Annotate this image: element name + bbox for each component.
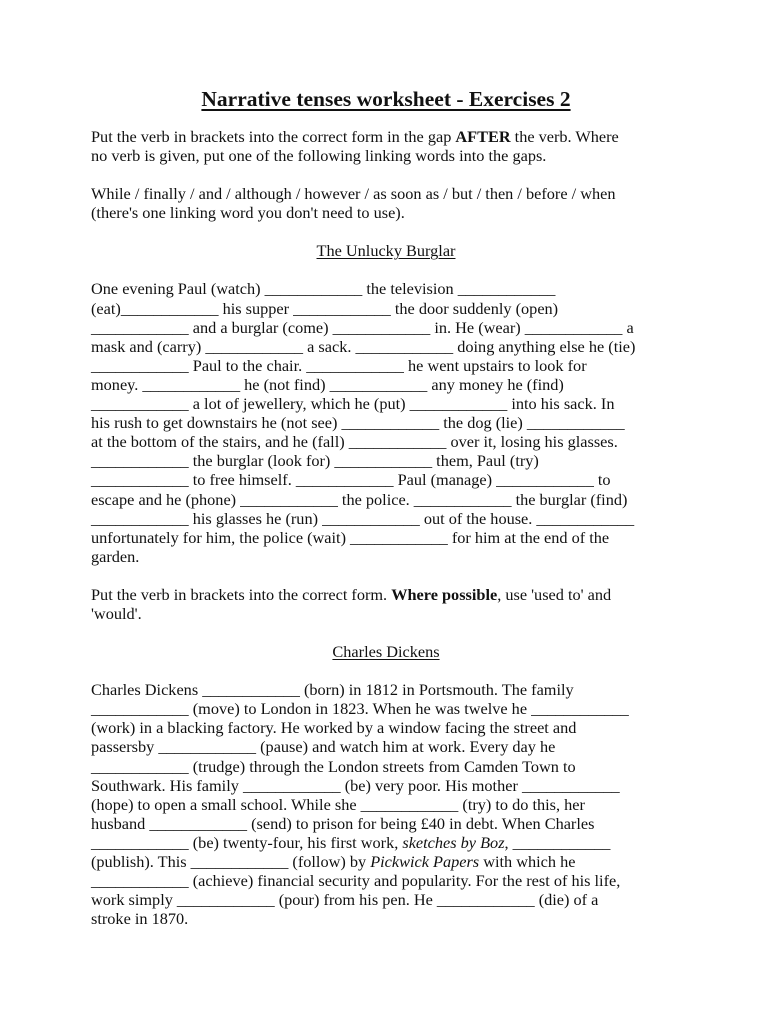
linking-words-line-1: While / finally / and / although / however / as soon as / but / then / before / when xyxy=(91,184,616,204)
instruction-line-2: no verb is given, put one of the following linking words into the gaps. xyxy=(91,146,547,166)
story-unlucky-burglar xyxy=(91,279,681,565)
story-text: with which he xyxy=(479,852,576,871)
story-line: (eat)____________ his supper ____________ the door suddenly (open) xyxy=(91,298,559,318)
instruction-text: , use 'used to' and xyxy=(497,584,612,604)
worksheet-page xyxy=(91,86,681,947)
instruction-text: the verb. Where xyxy=(510,127,619,146)
story-line: garden. xyxy=(91,546,140,566)
story-text: (publish). This ____________ (follow) by xyxy=(91,852,371,871)
story-line: (work) in a blacking factory. He worked by a window facing the street and xyxy=(91,718,577,738)
instruction-text: Put the verb in brackets into the correct form in the gap xyxy=(91,127,456,146)
story-line: escape and he (phone) ____________ the police. ____________ the burglar (find) xyxy=(91,489,628,509)
instruction-line-1 xyxy=(91,585,681,604)
story-line: his rush to get downstairs he (not see) ____________ the dog (lie) ____________ xyxy=(91,413,625,433)
book-title: Pickwick Papers xyxy=(370,852,480,871)
instructions-paragraph-2 xyxy=(91,585,681,623)
instruction-line-1 xyxy=(91,127,681,146)
story-line: Charles Dickens ____________ (born) in 1812 in Portsmouth. The family xyxy=(91,680,574,700)
story-line: unfortunately for him, the police (wait) ____________ for him at the end of the xyxy=(91,527,610,547)
story-line: ____________ (achieve) financial security and popularity. For the rest of his life, xyxy=(91,871,621,891)
instruction-emphasis: AFTER xyxy=(455,127,511,146)
story-line: stroke in 1870. xyxy=(91,909,189,929)
instructions-paragraph-1 xyxy=(91,127,681,165)
instruction-emphasis: Where possible xyxy=(391,584,498,604)
book-title: sketches by Boz xyxy=(402,832,505,852)
linking-words-line-2: (there's one linking word you don't need to use). xyxy=(91,203,405,223)
story-line: (hope) to open a small school. While she ____________ (try) to do this, her xyxy=(91,794,585,814)
story-charles-dickens xyxy=(91,680,681,928)
story-line: mask and (carry) ____________ a sack. ____________ doing anything else he (tie) xyxy=(91,336,636,356)
story-line: ____________ the burglar (look for) ____________ them, Paul (try) xyxy=(91,451,539,471)
story-line: ____________ (move) to London in 1823. When he was twelve he ____________ xyxy=(91,699,629,719)
story-text: , ____________ xyxy=(504,832,611,852)
story-line: money. ____________ he (not find) ____________ any money he (find) xyxy=(91,374,564,394)
story-line: at the bottom of the stairs, and he (fall) ____________ over it, losing his glasses. xyxy=(91,432,618,452)
story-line: ____________ a lot of jewellery, which he (put) ____________ into his sack. In xyxy=(91,394,615,414)
instruction-text: Put the verb in brackets into the correct form. xyxy=(91,584,392,604)
story-line: Southwark. His family ____________ (be) very poor. His mother ____________ xyxy=(91,775,620,795)
story-text: ____________ (be) twenty-four, his first work, xyxy=(91,832,403,852)
linking-words-paragraph xyxy=(91,184,681,222)
story-line: One evening Paul (watch) ____________ the television ____________ xyxy=(91,279,556,299)
story-line: ____________ and a burglar (come) ____________ in. He (wear) ____________ a xyxy=(91,317,634,337)
story-heading-unlucky-burglar: The Unlucky Burglar xyxy=(316,241,456,261)
story-line: ____________ his glasses he (run) ____________ out of the house. ____________ xyxy=(91,508,635,528)
story-line xyxy=(91,833,681,852)
page-title: Narrative tenses worksheet - Exercises 2 xyxy=(201,87,571,111)
story-line: ____________ Paul to the chair. ____________ he went upstairs to look for xyxy=(91,355,587,375)
story-line: husband ____________ (send) to prison for being £40 in debt. When Charles xyxy=(91,813,595,833)
story-line: ____________ to free himself. ____________ Paul (manage) ____________ to xyxy=(91,470,611,490)
story-line xyxy=(91,852,681,871)
instruction-line-2: 'would'. xyxy=(91,603,142,623)
story-line: work simply ____________ (pour) from his pen. He ____________ (die) of a xyxy=(91,890,599,910)
story-line: passersby ____________ (pause) and watch him at work. Every day he xyxy=(91,737,556,757)
story-heading-charles-dickens: Charles Dickens xyxy=(332,642,440,662)
story-line: ____________ (trudge) through the London streets from Camden Town to xyxy=(91,756,576,776)
